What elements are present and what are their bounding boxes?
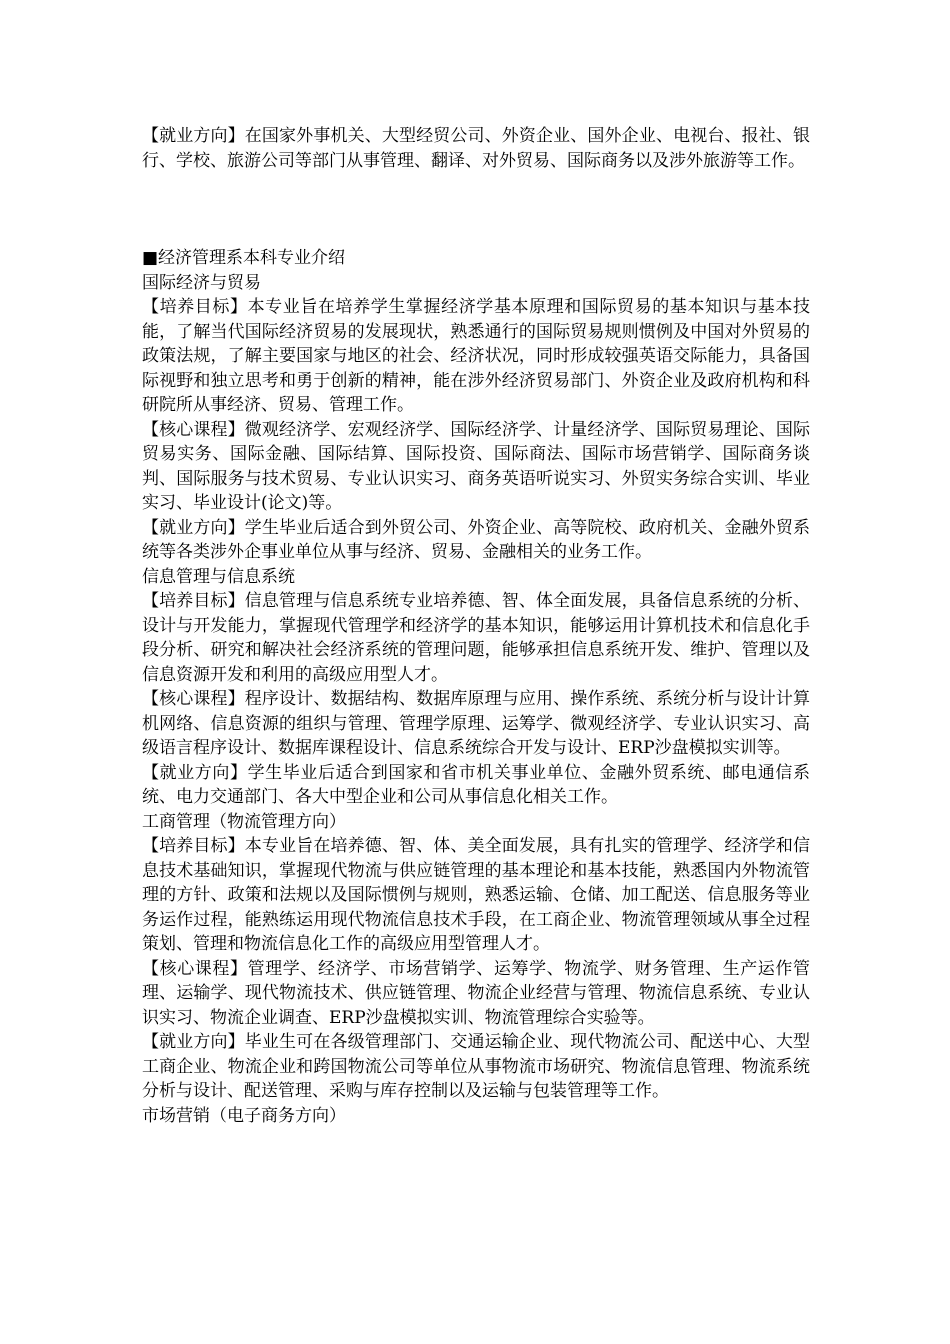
major-courses-logistics: 【核心课程】管理学、经济学、市场营销学、运筹学、物流学、财务管理、生产运作管理、运输学、现代物流技术、供应链管理、物流企业经营与管理、物流信息系统、专业认识实习、物流企业调查、ERP沙盘模拟实训、物流管理综合实验等。 bbox=[142, 958, 810, 1028]
section-gap bbox=[142, 173, 810, 246]
major-employment-logistics: 【就业方向】毕业生可在各级管理部门、交通运输企业、现代物流公司、配送中心、大型工商企业、物流企业和跨国物流公司等单位从事物流市场研究、物流信息管理、物流系统分析与设计、配送管理、采购与库存控制以及运输与包装管理等工作。 bbox=[142, 1032, 810, 1101]
major-title-international-trade: 国际经济与贸易 bbox=[142, 272, 261, 293]
major-employment-international-trade: 【就业方向】学生毕业后适合到外贸公司、外资企业、高等院校、政府机关、金融外贸系统等各类涉外企事业单位从事与经济、贸易、金融相关的业务工作。 bbox=[142, 517, 810, 562]
major-title-information-systems: 信息管理与信息系统 bbox=[142, 566, 295, 587]
document-page bbox=[142, 124, 810, 1128]
major-goal-international-trade: 【培养目标】本专业旨在培养学生掌握经济学基本原理和国际贸易的基本知识与基本技能，了解当代国际经济贸易的发展现状，熟悉通行的国际贸易规则惯例及中国对外贸易的政策法规，了解主要国家与地区的社会、经济状况，同时形成较强英语交际能力，具备国际视野和独立思考和勇于创新的精神，能在涉外经济贸易部门、外资企业及政府机构和科研院所从事经济、贸易、管理工作。 bbox=[142, 297, 810, 415]
major-courses-international-trade: 【核心课程】微观经济学、宏观经济学、国际经济学、计量经济学、国际贸易理论、国际贸易实务、国际金融、国际结算、国际投资、国际商法、国际市场营销学、国际商务谈判、国际服务与技术贸易、专业认识实习、商务英语听说实习、外贸实务综合实训、毕业实习、毕业设计(论文)等。 bbox=[142, 419, 810, 513]
major-title-marketing: 市场营销（电子商务方向） bbox=[142, 1105, 346, 1126]
major-goal-logistics: 【培养目标】本专业旨在培养德、智、体、美全面发展，具有扎实的管理学、经济学和信息技术基础知识，掌握现代物流与供应链管理的基本理论和基本技能，熟悉国内外物流管理的方针、政策和法规以及国际惯例与规则，熟悉运输、仓储、加工配送、信息服务等业务运作过程，能熟练运用现代物流信息技术手段，在工商企业、物流管理领域从事全过程策划、管理和物流信息化工作的高级应用型管理人才。 bbox=[142, 836, 810, 954]
intro-employment-paragraph: 【就业方向】在国家外事机关、大型经贸公司、外资企业、国外企业、电视台、报社、银行、学校、旅游公司等部门从事管理、翻译、对外贸易、国际商务以及涉外旅游等工作。 bbox=[142, 126, 810, 171]
major-title-logistics: 工商管理（物流管理方向） bbox=[142, 811, 346, 832]
section-heading: ■经济管理系本科专业介绍 bbox=[142, 248, 346, 268]
major-goal-information-systems: 【培养目标】信息管理与信息系统专业培养德、智、体全面发展，具备信息系统的分析、设计与开发能力，掌握现代管理学和经济学的基本知识，能够运用计算机技术和信息化手段分析、研究和解决社会经济系统的管理问题，能够承担信息系统开发、维护、管理以及信息资源开发和利用的高级应用型人才。 bbox=[142, 591, 810, 685]
major-courses-information-systems: 【核心课程】程序设计、数据结构、数据库原理与应用、操作系统、系统分析与设计计算机网络、信息资源的组织与管理、管理学原理、运筹学、微观经济学、专业认识实习、高级语言程序设计、数据库课程设计、信息系统综合开发与设计、ERP沙盘模拟实训等。 bbox=[142, 689, 810, 758]
major-employment-information-systems: 【就业方向】学生毕业后适合到国家和省市机关事业单位、金融外贸系统、邮电通信系统、电力交通部门、各大中型企业和公司从事信息化相关工作。 bbox=[142, 762, 810, 807]
